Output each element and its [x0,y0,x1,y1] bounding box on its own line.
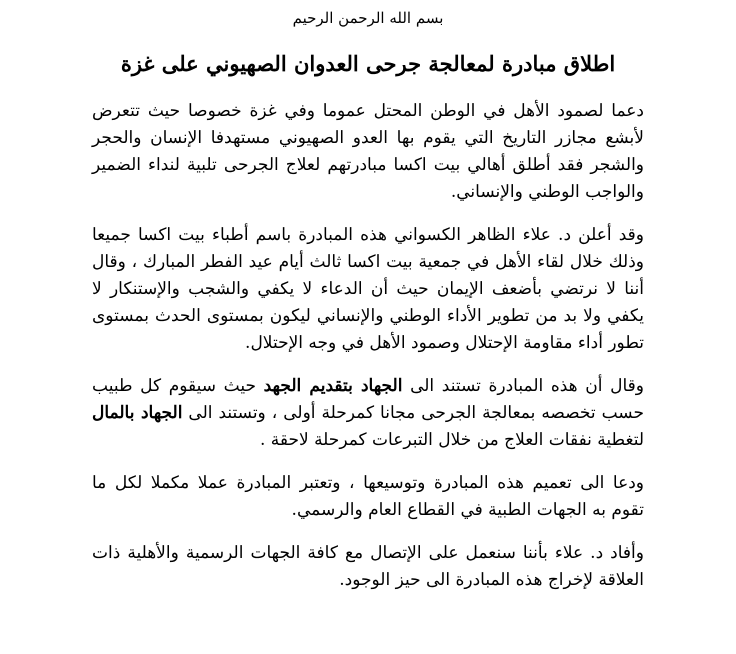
paragraph-4: ودعا الى تعميم هذه المبادرة وتوسيعها ، وتعتبر المبادرة عملا مكملا لكل ما تقوم به الجهات الطبية في القطاع العام والرسمي. [92,473,644,520]
paragraph-5: وأفاد د. علاء بأننا سنعمل على الإتصال مع كافة الجهات الرسمية والأهلية ذات العلاقة لإخراج هذه المبادرة الى حيز الوجود. [92,543,644,590]
paragraph-3-text-a: وقال أن هذه المبادرة تستند الى [402,376,644,396]
paragraph-3-bold-effort: الجهاد بتقديم الجهد [263,376,403,396]
paragraph-3 [92,373,644,454]
paragraph-3-text-b: حيث سيقوم كل طبيب حسب تخصصه بمعالجة الجرحى مجانا كمرحلة أولى ، وتستند الى [92,376,644,423]
page-title: اطلاق مبادرة لمعالجة جرحى العدوان الصهيوني على غزة [120,51,616,76]
paragraph-1: دعما لصمود الأهل في الوطن المحتل عموما وفي غزة خصوصا حيث تتعرض لأبشع مجازر التاريخ التي يقوم بها العدو الصهيوني مستهدفا الإنسان والحجر والشجر فقد أطلق أهالي بيت اكسا مبادرتهم لعلاج الجرحى تلبية لنداء الضمير والواجب الوطني والإنساني. [92,101,644,202]
paragraph-3-bold-money: الجهاد بالمال [92,403,183,423]
basmala-heading: بسم الله الرحمن الرحيم [292,9,444,27]
paragraph-3-text-c: لتغطية نفقات العلاج من خلال التبرعات كمرحلة لاحقة . [259,430,644,450]
paragraph-2: وقد أعلن د. علاء الظاهر الكسواني هذه المبادرة باسم أطباء بيت اكسا جميعا وذلك خلال لقاء الأهل في جمعية بيت اكسا ثالث أيام عيد الفطر المبارك ، وقال أننا لا نرتضي بأضعف الإيمان حيث أن الدعاء لا يكفي والشجب والإستنكار لا يكفي ولا بد من تطوير الأداء الوطني والإنساني ليكون بمستوى الحدث بمستوى تطور أداء مقاومة الإحتلال وصمود الأهل في وجه الإحتلال. [92,225,644,353]
